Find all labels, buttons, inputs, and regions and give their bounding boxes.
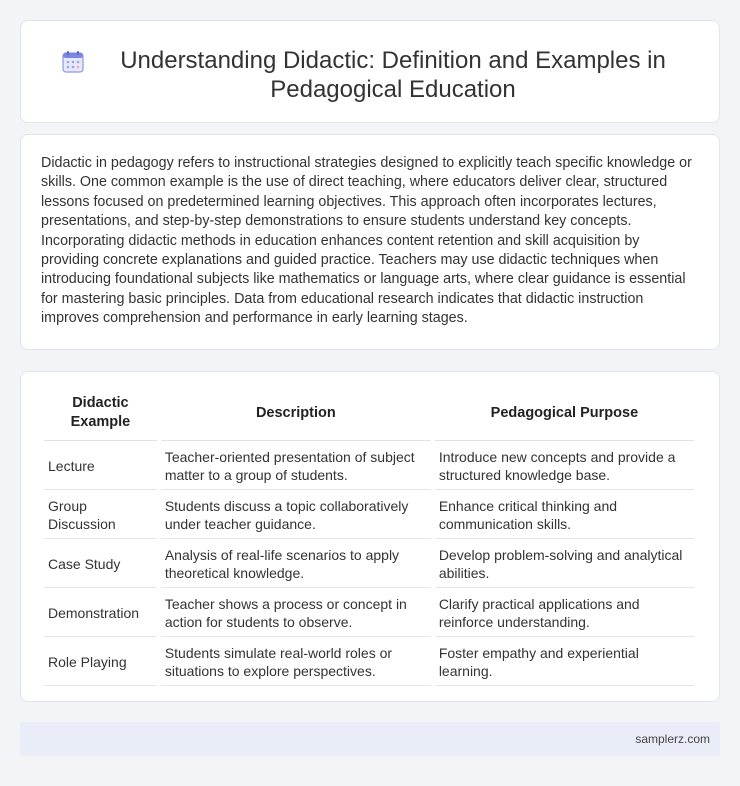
footer-bar xyxy=(20,722,720,756)
header-card xyxy=(20,20,720,123)
cell-example: Role Playing xyxy=(44,637,157,686)
table-card xyxy=(20,371,720,702)
intro-paragraph: Didactic in pedagogy refers to instructional strategies designed to explicitly teach specific knowledge or skills. One common example is the use of direct teaching, where educators deliver clear, structured lessons focused on predetermined learning objectives. This approach often incorporates lectures, presentations, and step-by-step demonstrations to ensure students understand key concepts. Incorporating didactic methods in education enhances content retention and skill acquisition by providing concrete explanations and guided practice. Teachers may use didactic techniques when introducing foundational subjects like mathematics or language arts, where clear guidance is essential for mastering basic principles. Data from educational research indicates that didactic instruction improves comprehension and performance in early learning stages. xyxy=(41,155,692,327)
cell-purpose: Clarify practical applications and reinforce understanding. xyxy=(435,588,694,637)
table-row xyxy=(44,637,694,686)
column-header-example: Didactic Example xyxy=(44,392,157,441)
cell-purpose: Foster empathy and experiential learning. xyxy=(435,637,694,686)
cell-description: Students simulate real-world roles or situations to explore perspectives. xyxy=(161,637,431,686)
calendar-icon xyxy=(61,50,85,74)
cell-example: Demonstration xyxy=(44,588,157,637)
cell-description: Students discuss a topic collaboratively under teacher guidance. xyxy=(161,490,431,539)
footer-site-link[interactable]: samplerz.com xyxy=(635,732,710,746)
intro-card xyxy=(20,134,720,350)
table-header-row xyxy=(44,392,694,441)
table-row xyxy=(44,441,694,490)
cell-purpose: Develop problem-solving and analytical abilities. xyxy=(435,539,694,588)
cell-example: Group Discussion xyxy=(44,490,157,539)
page-title: Understanding Didactic: Definition and Examples in Pedagogical Education xyxy=(120,47,666,103)
table-row xyxy=(44,588,694,637)
table-row xyxy=(44,539,694,588)
cell-description: Teacher shows a process or concept in action for students to observe. xyxy=(161,588,431,637)
cell-purpose: Enhance critical thinking and communication skills. xyxy=(435,490,694,539)
table-row xyxy=(44,490,694,539)
cell-description: Teacher-oriented presentation of subject matter to a group of students. xyxy=(161,441,431,490)
cell-example: Case Study xyxy=(44,539,157,588)
column-header-purpose: Pedagogical Purpose xyxy=(435,392,694,441)
cell-purpose: Introduce new concepts and provide a structured knowledge base. xyxy=(435,441,694,490)
cell-description: Analysis of real-life scenarios to apply theoretical knowledge. xyxy=(161,539,431,588)
column-header-description: Description xyxy=(161,392,431,441)
cell-example: Lecture xyxy=(44,441,157,490)
didactic-table xyxy=(40,392,698,686)
